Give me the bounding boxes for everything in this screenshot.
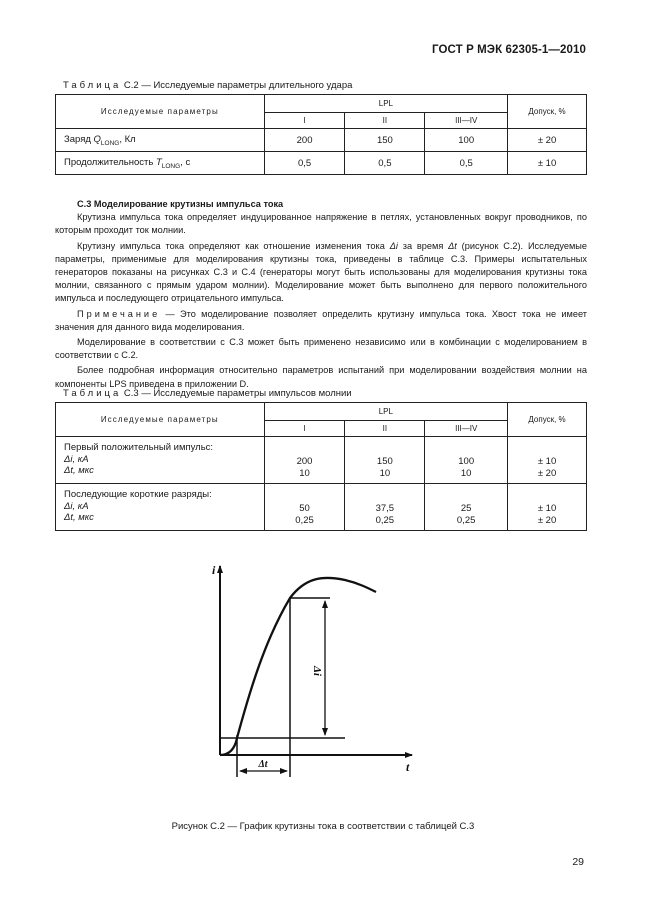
cell-tolerance: ± 10 ± 20 (508, 437, 587, 484)
cell-value: 0,5 (345, 152, 425, 175)
header-tolerance: Допуск, % (508, 403, 587, 437)
paragraph: Крутизну импульса тока определяют как отношение изменения тока Δi за время Δt (рисунок С.2). Исследуемые параметры, применимые для моделирования крутизны тока, приведены в таблице С.3. Примеры испытательных генераторов показаны на рисунках С.3 и С.4 (генераторы могут быть использованы для моделирования крутизны тока молнии, связанного с прямым ударом молнии). Моделирование может быть выполнено для первого положительного импульса и последующего отрицательного импульса. (55, 240, 587, 304)
cell-value: 37,5 0,25 (345, 484, 425, 531)
header-lpl-1: I (264, 113, 345, 129)
cell-value: 50 0,25 (264, 484, 345, 531)
cell-value: 200 (264, 129, 345, 152)
header-params: Исследуемые параметры (56, 403, 265, 437)
page-number: 29 (572, 856, 584, 868)
cell-tolerance: ± 10 ± 20 (508, 484, 587, 531)
header-lpl-3: III—IV (425, 113, 508, 129)
header-lpl: LPL (264, 403, 507, 421)
row-label: Последующие короткие разряды: Δi, кА Δt, мкс (56, 484, 265, 531)
cell-value: 100 10 (425, 437, 508, 484)
x-axis-label: t (406, 760, 410, 774)
paragraph: Более подробная информация относительно параметров испытаний при моделировании воздействия молнии на компоненты LPS приведена в приложении D. (55, 365, 587, 389)
cell-value: 0,5 (264, 152, 345, 175)
header-lpl-2: II (345, 421, 425, 437)
y-axis-label: i (212, 563, 216, 577)
caption-text: С.2 — Исследуемые параметры длительного удара (123, 80, 353, 91)
header-lpl-2: II (345, 113, 425, 129)
note: Примечание — Это моделирование позволяет определить крутизну импульса тока. Хвост тока не имеет значения для данного вида моделирования. (55, 308, 587, 332)
header-lpl-1: I (264, 421, 345, 437)
cell-value: 25 0,25 (425, 484, 508, 531)
cell-value: 200 10 (264, 437, 345, 484)
header-lpl-3: III—IV (425, 421, 508, 437)
cell-value: 100 (425, 129, 508, 152)
figure-caption: Рисунок С.2 — График крутизны тока в соответствии с таблицей С.3 (171, 821, 475, 832)
table-word: Таблица (63, 80, 122, 91)
header-lpl: LPL (264, 95, 507, 113)
current-curve (220, 578, 376, 755)
paragraph: Крутизна импульса тока определяет индуцированное напряжение в петлях, установленных вокруг проводников, по которым проходит ток молнии. (55, 212, 587, 236)
delta-i-label: Δi (311, 666, 323, 676)
table-word: Таблица (63, 388, 122, 399)
document-header: ГОСТ Р МЭК 62305-1—2010 (432, 44, 586, 56)
cell-value: 0,5 (425, 152, 508, 175)
cell-tolerance: ± 10 (508, 152, 587, 175)
cell-value: 150 (345, 129, 425, 152)
header-params: Исследуемые параметры (56, 95, 265, 129)
note-word: Примечание (77, 308, 161, 319)
row-label: Первый положительный импульс: Δi, кА Δt, мкс (56, 437, 265, 484)
header-tolerance: Допуск, % (508, 95, 587, 129)
cell-value: 150 10 (345, 437, 425, 484)
row-label: Заряд $Q_{LONG}$, Кл (56, 129, 265, 152)
row-label: Продолжительность $T_{LONG}$, с (56, 152, 265, 175)
section-heading: С.3 Моделирование крутизны импульса тока (77, 199, 284, 209)
paragraph: Моделирование в соответствии с С.3 может быть применено независимо или в комбинации с моделированием в соответствии с С.2. (55, 337, 587, 361)
delta-t-label: Δt (258, 759, 268, 770)
cell-tolerance: ± 20 (508, 129, 587, 152)
caption-text: С.3 — Исследуемые параметры импульсов молнии (123, 388, 352, 399)
